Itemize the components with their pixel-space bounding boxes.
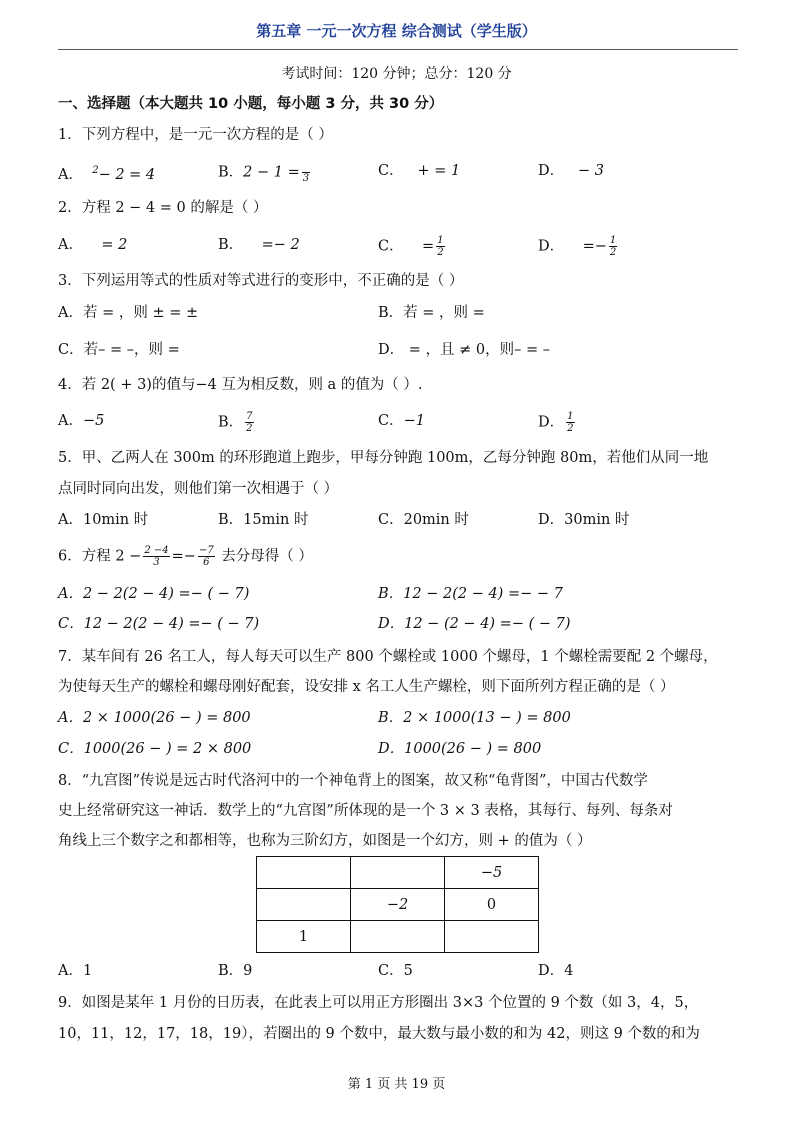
section-heading: 一、选择题（本大题共 10 小题，每小题 3 分，共 30 分） (58, 96, 444, 112)
question-5-stem-line-2: 点同时同向出发，则他们第一次相遇于（ ） (58, 481, 339, 497)
question-9-stem-line-1: 9．如图是某年 1 月份的日历表，在此表上可以用正方形圈出 3×3 个位置的 9 个数（如 3，4，5， (58, 995, 699, 1011)
q8-option-c: C．5 (378, 963, 413, 979)
q5-option-a: A．10min 时 (58, 512, 149, 528)
question-2-stem: 2．方程 2 − 4 = 0 的解是（ ） (58, 200, 268, 216)
q2-option-b: B． =− 2 (218, 237, 300, 253)
q3-option-a: A．若 = ，则 ± = ± (58, 305, 199, 321)
grid-cell: 1 (257, 921, 351, 953)
question-8-stem-line-2: 史上经常研究这一神话．数学上的“九宫图”所体现的是一个 3 × 3 表格，其每行、每列、每条对 (58, 803, 673, 819)
grid-cell (351, 921, 445, 953)
grid-cell: 0 (445, 889, 539, 921)
magic-square-grid (256, 856, 539, 953)
q5-option-c: C．20min 时 (378, 512, 469, 528)
exam-info: 考试时间：120 分钟；总分：120 分 (281, 66, 512, 82)
q3-option-b: B．若 = ，则 = (378, 305, 485, 321)
q4-option-a: A．−5 (58, 413, 105, 429)
q6-option-a: A．2 − 2(2 − 4) =− ( − 7) (58, 586, 250, 602)
question-5-stem-line-1: 5．甲、乙两人在 300m 的环形跑道上跑步，甲每分钟跑 100m，乙每分钟跑 80m，若他们从同一地 (58, 450, 709, 466)
question-1-stem: 1．下列方程中，是一元一次方程的是（ ） (58, 127, 333, 143)
page-footer: 第 1 页 共 19 页 (347, 1077, 446, 1092)
q1-option-b: B．2 − 1 = 3 (218, 161, 312, 184)
grid-cell (257, 857, 351, 889)
question-8-stem-line-3: 角线上三个数字之和都相等，也称为三阶幻方，如图是一个幻方，则 + 的值为（ ） (58, 833, 592, 849)
q1-option-a: A． $^2$− 2 = 4 (58, 165, 156, 183)
q7-option-b: B．2 × 1000(13 − ) = 800 (378, 710, 571, 726)
page-title: 第五章 一元一次方程 综合测试（学生版） (256, 22, 537, 40)
q6-option-d: D．12 − (2 − 4) =− ( − 7) (378, 616, 571, 632)
q5-option-d: D．30min 时 (538, 512, 630, 528)
q7-option-c: C．1000(26 − ) = 2 × 800 (58, 741, 252, 757)
question-4-stem: 4．若 2( + 3)的值与−4 互为相反数，则 a 的值为（ ）. (58, 377, 423, 393)
grid-cell (351, 857, 445, 889)
q4-option-c: C．−1 (378, 413, 425, 429)
grid-cell (445, 921, 539, 953)
q8-option-b: B．9 (218, 963, 253, 979)
question-8-stem-line-1: 8．“九宫图”传说是远古时代洛河中的一个神龟背上的图案，故又称“龟背图”，中国古代数学 (58, 773, 648, 789)
q2-option-a: A． = 2 (58, 237, 128, 253)
question-7-stem-line-2: 为使每天生产的螺栓和螺母刚好配套，设安排 x 名工人生产螺栓，则下面所列方程正确的是（ ） (58, 679, 675, 695)
question-9-stem-line-2: 10，11，12，17，18，19），若圈出的 9 个数中，最大数与最小数的和为 42，则这 9 个数的和为 (58, 1026, 700, 1042)
q2-option-c: C． = $\frac{1}{2}$ (378, 235, 444, 258)
grid-cell: −5 (445, 857, 539, 889)
grid-cell: −2 (351, 889, 445, 921)
q4-option-d: D． $\frac{1}{2}$ (538, 411, 574, 434)
q1-option-d: D． − 3 (538, 163, 604, 179)
title-divider (58, 49, 738, 50)
question-7-stem-line-1: 7．某车间有 26 名工人，每人每天可以生产 800 个螺栓或 1000 个螺母，1 个螺栓需要配 2 个螺母， (58, 649, 718, 665)
q8-option-a: A．1 (58, 963, 93, 979)
q5-option-b: B．15min 时 (218, 512, 309, 528)
question-6-stem: 6．方程 2 − $\frac{2 -4}{3}$ =− $\frac{-7}{6}$ 去分母得（ ） (58, 545, 313, 568)
q4-option-b: B． $\frac{7}{2}$ (218, 411, 253, 434)
q6-option-c: C．12 − 2(2 − 4) =− ( − 7) (58, 616, 260, 632)
q1-option-c: C． + = 1 (378, 163, 461, 179)
q7-option-a: A．2 × 1000(26 − ) = 800 (58, 710, 251, 726)
q3-option-d: D． = ，且 ≠ 0，则– = – (378, 342, 550, 358)
question-3-stem: 3．下列运用等式的性质对等式进行的变形中，不正确的是（ ） (58, 273, 464, 289)
grid-cell (257, 889, 351, 921)
q3-option-c: C．若– = –，则 = (58, 342, 180, 358)
q2-option-d: D． =− $\frac{1}{2}$ (538, 235, 617, 258)
q7-option-d: D．1000(26 − ) = 800 (378, 741, 542, 757)
q8-option-d: D．4 (538, 963, 574, 979)
q6-option-b: B．12 − 2(2 − 4) =− − 7 (378, 586, 563, 602)
